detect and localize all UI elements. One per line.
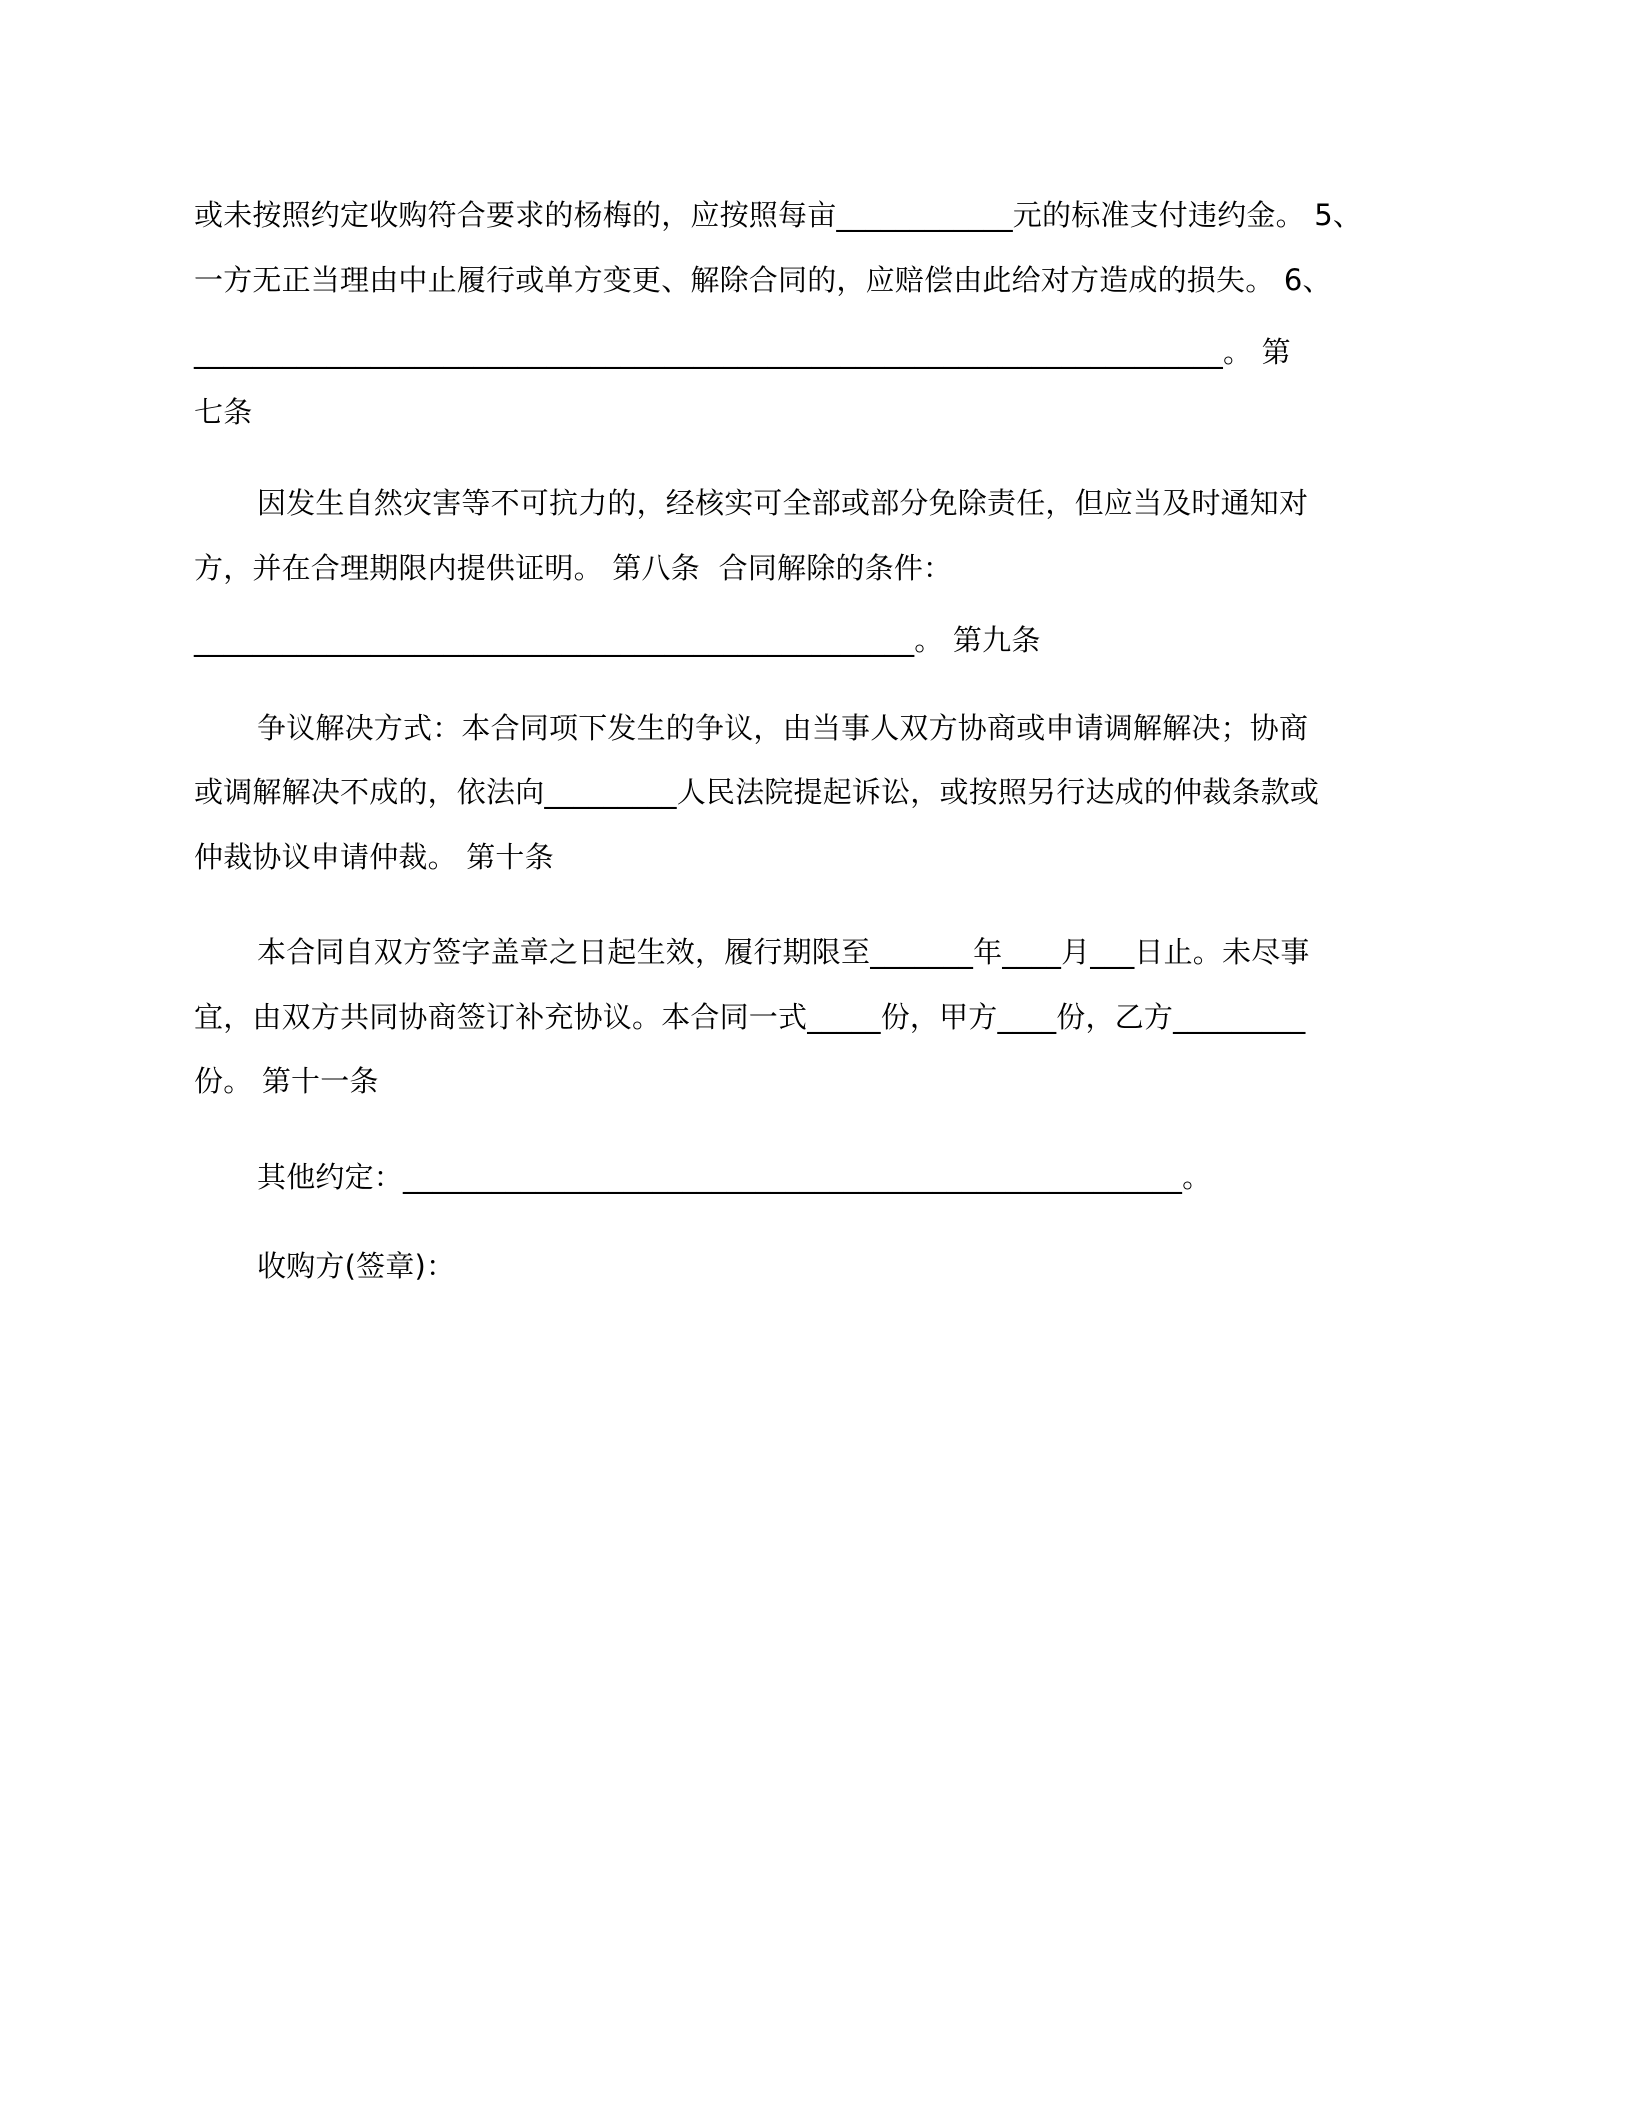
other-agreements-line: 其他约定：_____________________________________________________。 [257, 1160, 1212, 1194]
text-line-8: 争议解决方式：本合同项下发生的争议，由当事人双方协商或申请调解解决；协商 [257, 711, 1309, 745]
text-line-11: 本合同自双方签字盖章之日起生效，履行期限至_______年____月___日止。未尽事 [257, 935, 1310, 969]
text-line-13: 份。 第十一条 [194, 1064, 379, 1098]
purchaser-signature-line: 收购方(签章)： [257, 1249, 456, 1283]
article-7-heading: 七条 [194, 395, 253, 429]
text-line-9: 或调解解决不成的，依法向_________人民法院提起诉讼，或按照另行达成的仲裁条款或 [194, 775, 1320, 809]
text-line-2: 一方无正当理由中止履行或单方变更、解除合同的，应赔偿由此给对方造成的损失。 6、 [194, 263, 1332, 297]
text-line-7: _________________________________________________。 第九条 [194, 623, 1041, 657]
text-line-6: 方，并在合理期限内提供证明。 第八条 合同解除的条件： [194, 551, 953, 585]
text-line-3: ______________________________________________________________________。 第 [194, 335, 1291, 369]
text-line-5: 因发生自然灾害等不可抗力的，经核实可全部或部分免除责任，但应当及时通知对 [257, 486, 1309, 520]
text-line-10: 仲裁协议申请仲裁。 第十条 [194, 840, 554, 874]
text-line-1: 或未按照约定收购符合要求的杨梅的，应按照每亩____________元的标准支付违约金。 5、 [194, 198, 1363, 232]
text-line-12: 宜，由双方共同协商签订补充协议。本合同一式_____份，甲方____份，乙方_________ [194, 1000, 1306, 1034]
